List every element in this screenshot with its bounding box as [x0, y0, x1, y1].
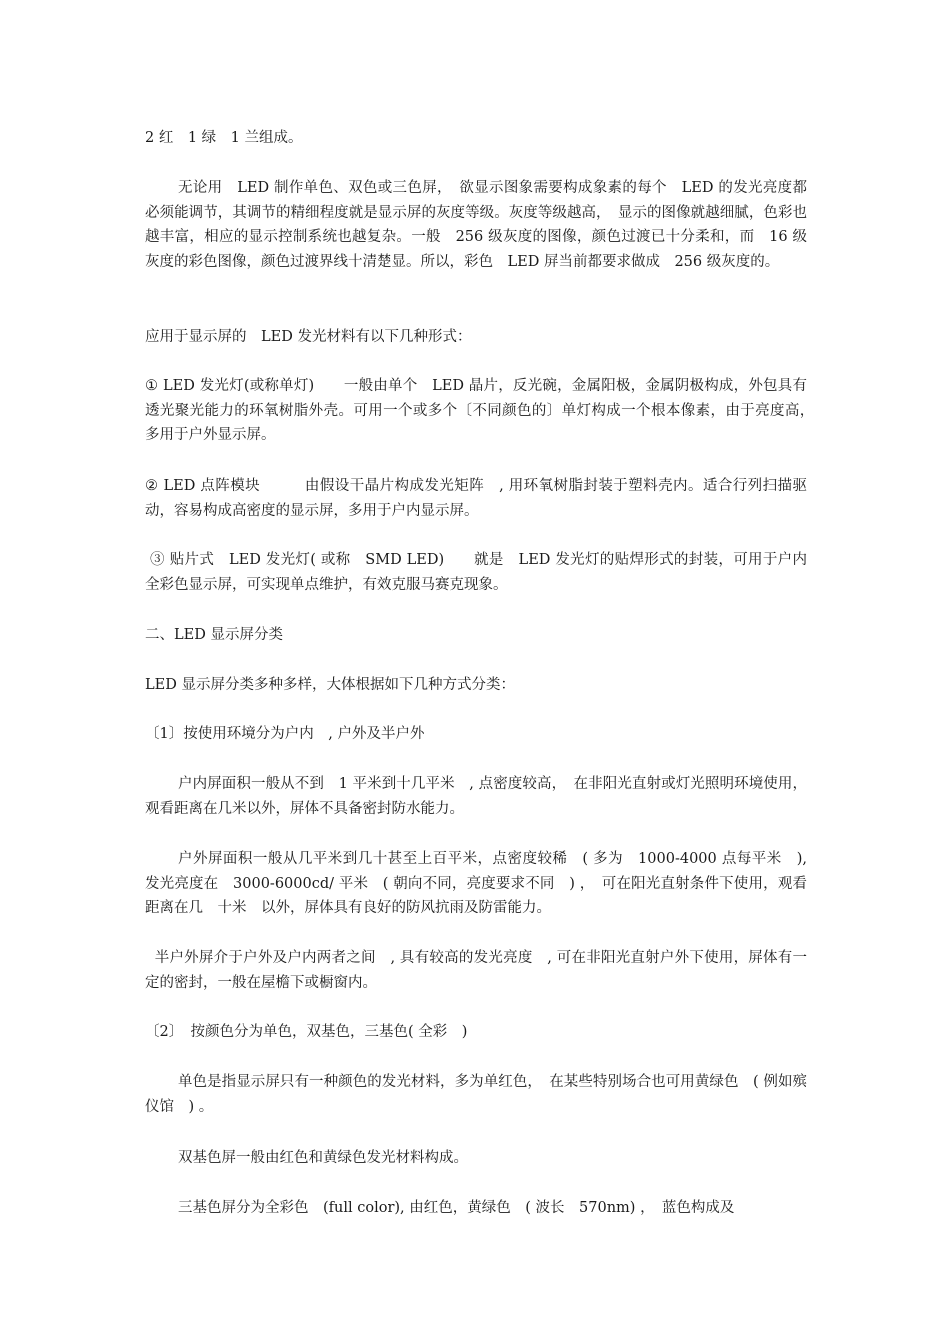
paragraph-dual-color: 双基色屏一般由红色和黄绿色发光材料构成。	[178, 1150, 468, 1166]
paragraph-indoor: 户内屏面积一般从不到 1 平米到十几平米 , 点密度较高， 在非阳光直射或灯光照明环境使用，观看距离在几米以外，屏体不具备密封防水能力。	[145, 776, 807, 817]
paragraph-outdoor: 户外屏面积一般从几平米到几十甚至上百平米，点密度较稀 ( 多为 1000-4000 点每平米 ), 发光亮度在 3000-6000cd/ 平米 ( 朝向不同，亮度要求不同 ) ， 可在阳光直射条件下使用，观看距离在几 十米 以外，屏体具有良好的防风抗雨及防雷能力。	[145, 851, 812, 916]
paragraph-dot-matrix: ② LED 点阵模块 由假设干晶片构成发光矩阵 , 用环氧树脂封装于塑料壳内。适合行列扫描驱动，容易构成高密度的显示屏，多用于户内显示屏。	[145, 478, 807, 519]
paragraph-single-color: 单色是指显示屏只有一种颜色的发光材料，多为单红色， 在某些特别场合也可用黄绿色 ( 例如殡仪馆 ) 。	[145, 1074, 807, 1115]
paragraph-led-lamp: ① LED 发光灯(或称单灯) 一般由单个 LED 晶片，反光碗，金属阳极，金属阴极构成，外包具有透光聚光能力的环氧树脂外壳。可用一个或多个〔不同颜色的〕单灯构成一个根本像素，由于亮度高， 多用于户外显示屏。	[145, 378, 822, 443]
section-heading-classification: 二、LED 显示屏分类	[145, 627, 283, 643]
paragraph-materials-intro: 应用于显示屏的 LED 发光材料有以下几种形式：	[145, 329, 472, 345]
paragraph-grayscale: 无论用 LED 制作单色、双色或三色屏， 欲显示图象需要构成象素的每个 LED 的发光亮度都必须能调节，其调节的精细程度就是显示屏的灰度等级。灰度等级越高， 显示的图像就越细腻，色彩也越丰富，相应的显示控制系统也越复杂。一般 256 级灰度的图像，颜色过渡已十分柔和，而 16 级灰度的彩色图像，颜色过渡界线十清楚显。所以，彩色 LED 屏当前都要求做成 256 级灰度的。	[145, 180, 807, 270]
paragraph-classification-intro: LED 显示屏分类多种多样，大体根据如下几种方式分类：	[145, 677, 515, 693]
subheading-environment: 〔1〕按使用环境分为户内 , 户外及半户外	[145, 726, 425, 742]
paragraph-color-composition: 2 红 1 绿 1 兰组成。	[145, 130, 303, 146]
subheading-color: 〔2〕 按颜色分为单色，双基色，三基色( 全彩 )	[145, 1024, 468, 1040]
paragraph-tri-color: 三基色屏分为全彩色 (full color), 由红色，黄绿色 ( 波长 570nm) ， 蓝色构成及	[178, 1200, 735, 1216]
paragraph-smd: ③ 贴片式 LED 发光灯( 或称 SMD LED) 就是 LED 发光灯的贴焊形式的封装，可用于户内全彩色显示屏，可实现单点维护，有效克服马赛克现象。	[145, 552, 808, 593]
paragraph-semi-outdoor: 半户外屏介于户外及户内两者之间 , 具有较高的发光亮度 , 可在非阳光直射户外下使用，屏体有一定的密封，一般在屋檐下或橱窗内。	[145, 950, 808, 991]
